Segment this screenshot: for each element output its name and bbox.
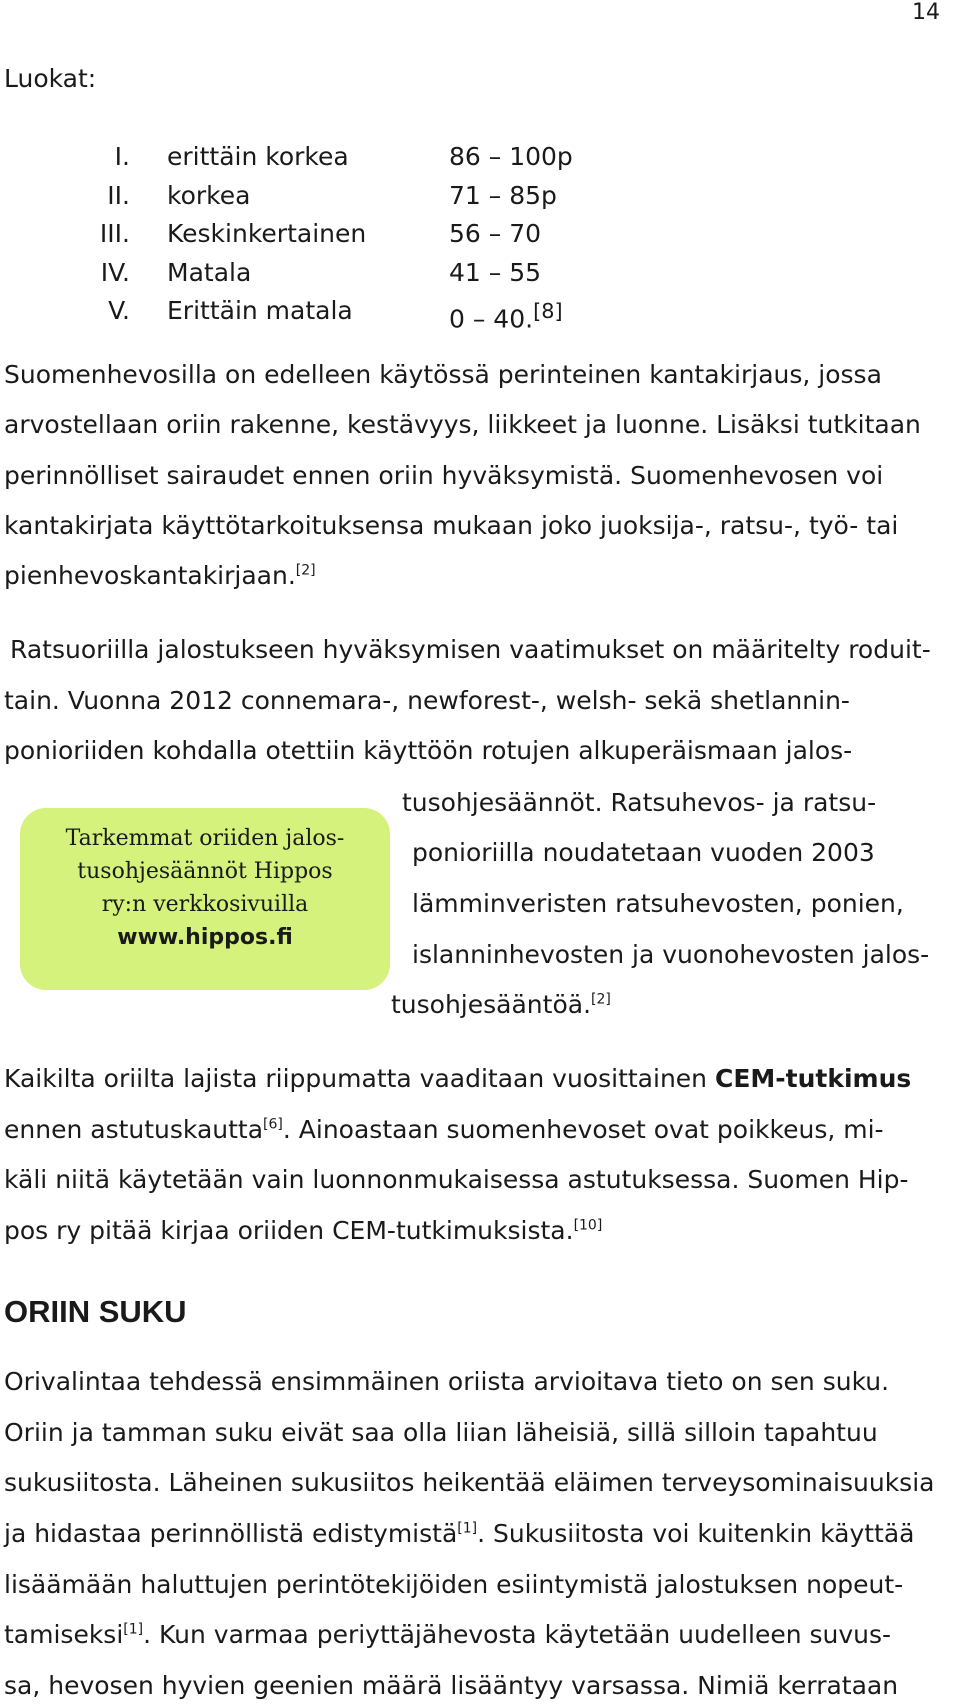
classes-heading: Luokat: xyxy=(4,64,97,93)
class-number: III. xyxy=(99,219,130,248)
text-line: pienhevoskantakirjaan.[2] xyxy=(4,561,316,590)
text-line: ponioriilla noudatetaan vuoden 2003 xyxy=(412,838,875,867)
reference: [6] xyxy=(263,1116,283,1133)
info-callout-box xyxy=(20,808,390,990)
class-name: Erittäin matala xyxy=(167,296,353,325)
class-number: II. xyxy=(107,181,130,210)
class-range: 56 – 70 xyxy=(449,219,542,248)
text-line: tusohjesäännöt. Ratsuhevos- ja ratsu- xyxy=(402,788,877,817)
text-line: lisäämään haluttujen perintötekijöiden esiintymistä jalostuksen nopeut- xyxy=(4,1570,904,1599)
text-line: islanninhevosten ja vuonohevosten jalos- xyxy=(412,940,930,969)
text-line: Orivalintaa tehdessä ensimmäinen oriista arvioitava tieto on sen suku. xyxy=(4,1367,890,1396)
callout-line: ry:n verkkosivuilla xyxy=(101,892,309,917)
class-range: 86 – 100p xyxy=(449,142,573,171)
text-line: tusohjesääntöä.[2] xyxy=(391,990,611,1019)
text-line: käli niitä käytetään vain luonnonmukaisessa astutuksessa. Suomen Hip- xyxy=(4,1165,909,1194)
class-range: 41 – 55 xyxy=(449,258,542,287)
text-line: tain. Vuonna 2012 connemara-, newforest-, welsh- sekä shetlannin- xyxy=(4,686,850,715)
class-number: IV. xyxy=(100,258,130,287)
class-range: 0 – 40.[8] xyxy=(449,299,563,334)
callout-link[interactable]: www.hippos.fi xyxy=(117,925,293,950)
callout-line: tusohjesäännöt Hippos xyxy=(77,859,333,884)
reference: [2] xyxy=(591,991,611,1008)
reference: [1] xyxy=(123,1621,144,1638)
text-line: pos ry pitää kirjaa oriiden CEM-tutkimuksista.[10] xyxy=(4,1216,603,1245)
callout-line: Tarkemmat oriiden jalos- xyxy=(65,826,345,851)
text-line: tamiseksi[1]. Kun varmaa periyttäjähevosta käytetään uudelleen suvus- xyxy=(4,1620,892,1649)
class-number: V. xyxy=(108,296,130,325)
class-name: Keskinkertainen xyxy=(167,219,367,248)
page-number: 14 xyxy=(912,0,940,25)
cem-term: CEM-tutkimus xyxy=(714,1064,912,1093)
reference: [10] xyxy=(573,1217,603,1234)
class-name: Matala xyxy=(167,258,252,287)
section-title: ORIIN SUKU xyxy=(4,1294,187,1329)
reference: [2] xyxy=(295,562,316,579)
class-number: I. xyxy=(114,142,130,171)
text-line: sa, hevosen hyvien geenien määrä lisääntyy varsassa. Nimiä kerrataan xyxy=(4,1671,899,1700)
text-line: kantakirjata käyttötarkoituksensa mukaan joko juoksija-, ratsu-, työ- tai xyxy=(4,511,899,540)
class-range: 71 – 85p xyxy=(449,181,557,210)
text-line: Ratsuoriilla jalostukseen hyväksymisen vaatimukset on määritelty roduit- xyxy=(10,635,931,664)
text-line: Suomenhevosilla on edelleen käytössä perinteinen kantakirjaus, jossa xyxy=(4,360,882,389)
text-line: Kaikilta oriilta lajista riippumatta vaaditaan vuosittainen CEM-tutkimus xyxy=(4,1064,912,1093)
reference: [8] xyxy=(533,299,563,323)
text-line: lämminveristen ratsuhevosten, ponien, xyxy=(412,889,904,918)
class-name: erittäin korkea xyxy=(167,142,349,171)
text-line: perinnölliset sairaudet ennen oriin hyväksymistä. Suomenhevosen voi xyxy=(4,461,884,490)
text-line: arvostellaan oriin rakenne, kestävyys, liikkeet ja luonne. Lisäksi tutkitaan xyxy=(4,410,921,439)
class-name: korkea xyxy=(167,181,251,210)
text-line: ponioriiden kohdalla otettiin käyttöön rotujen alkuperäismaan jalos- xyxy=(4,736,853,765)
text-line: sukusiitosta. Läheinen sukusiitos heikentää eläimen terveysominaisuuksia xyxy=(4,1468,935,1497)
text-line: Oriin ja tamman suku eivät saa olla liian läheisiä, sillä silloin tapahtuu xyxy=(4,1418,878,1447)
text-line: ennen astutuskautta[6]. Ainoastaan suomenhevoset ovat poikkeus, mi- xyxy=(4,1115,884,1144)
text-line: ja hidastaa perinnöllistä edistymistä[1]. Sukusiitosta voi kuitenkin käyttää xyxy=(4,1519,915,1548)
reference: [1] xyxy=(457,1520,478,1537)
